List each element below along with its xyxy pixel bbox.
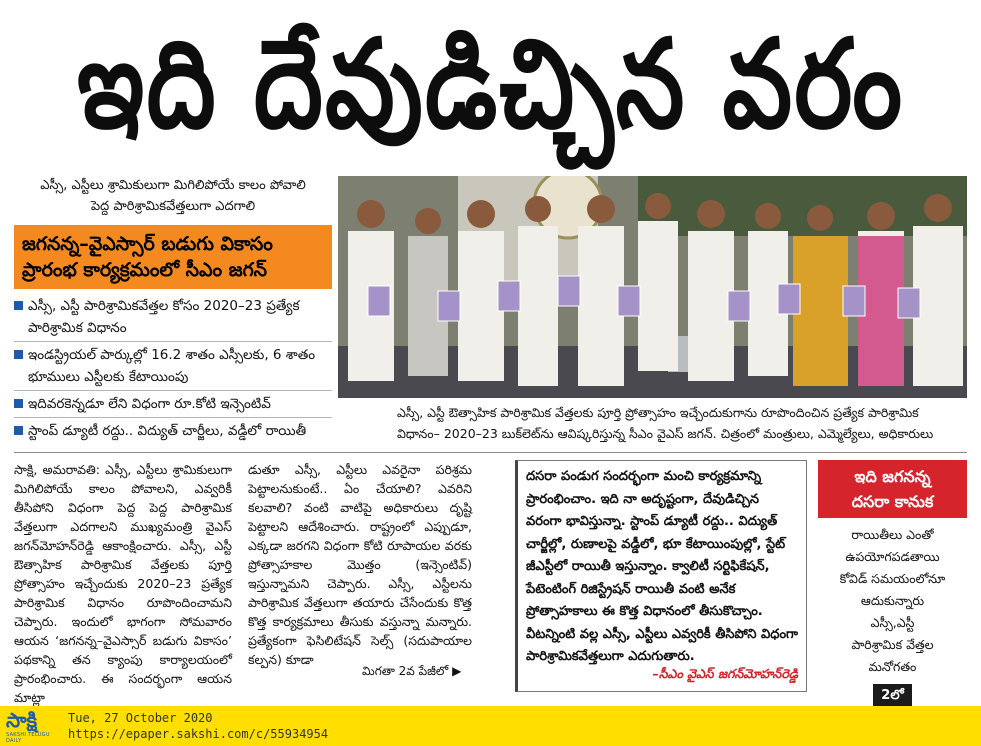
highlight-item: ఇదివరకెన్నడూ లేని విధంగా రూ.కోటి ఇన్సెంటివ్ [14, 393, 332, 415]
kicker-line: ఎస్సీ, ఎస్టీలు శ్రామికులుగా మిగిలిపోయే కాలం పోవాలి [40, 178, 306, 193]
epaper-url[interactable]: https://epaper.sakshi.com/c/55934954 [68, 727, 329, 741]
quote-signature: –సీఎం వైఎస్ జగన్‌మోహన్‌రెడ్డి [652, 666, 798, 681]
sidebar-line: ఆదుకున్నారు [860, 593, 925, 608]
article-column-2: డుతూ ఎస్సీ, ఎస్టీలు ఎవరైనా పరిశ్రమ పెట్టాలనుకుంటే.. ఏం చేయాలి? ఎవరిని కలవాలి? వంటి వాటిపై అధికారులు దృష్టి పెట్టాలని ఆదేశించారు. రాష్ట్రంలో ఎప్పుడూ, ఎక్కడా జరగని విధంగా కోటి రూపాయల వరకు ప్రోత్సాహకాల మొత్తం (ఇన్సెంటివ్) ఇస్తున్నామని చెప్పారు. ఎస్సీ, ఎస్టీలను పారిశ్రామిక వేత్తలుగా తయారు చేసేందుకు కొత్త కొత్త కార్యక్రమాలు తీసుకు వస్తున్నా మన్నారు. ప్రత్యేకంగా ఫెసిలిటేషన్ సెల్స్ (సదుపాయాల కల్పన) కూడా [248, 462, 472, 667]
sidebar-page-ref[interactable]: 2లో [873, 684, 911, 708]
kicker [14, 172, 332, 223]
continued-on-page-link[interactable]: మిగతా 2వ పేజీలో ▶ [362, 664, 462, 678]
footer-meta [68, 710, 328, 742]
bullet-square-icon [14, 426, 23, 435]
divider [14, 390, 332, 391]
divider [14, 417, 332, 418]
sidebar-line: ఉపయోగపడతాయి [845, 549, 940, 564]
sidebar-body [818, 518, 967, 708]
highlight-item: ఎస్సీ, ఎస్టీ పారిశ్రామికవేత్తల కోసం 2020–23 ప్రత్యేక పారిశ్రామిక విధానం [14, 295, 332, 339]
section-divider [14, 452, 967, 453]
photo-caption: ఎస్సీ, ఎస్టీ ఔత్సాహిక పారిశ్రామిక వేత్తలకు పూర్తి ప్రోత్సాహం ఇచ్చేందుకుగాను రూపొందించిన ప్రత్యేక పారిశ్రామిక విధానం– 2020–23 బుక్‌లెట్‌ను ఆవిష్కరిస్తున్న సీఎం వైఎస్ జగన్. చిత్రంలో మంత్రులు, ఎమ్మెల్యేలు, అధికారులు [397, 405, 934, 441]
news-photo [338, 176, 967, 398]
subhead-box [14, 225, 332, 289]
highlight-item: స్టాంప్ డ్యూటీ రద్దు.. విద్యుత్ చార్జీలు, వడ్డీలో రాయితీ [14, 420, 332, 442]
divider [14, 341, 332, 342]
quote-text: దసరా పండుగ సందర్భంగా మంచి కార్యక్రమాన్ని ప్రారంభించాం. ఇది నా అదృష్టంగా, దేవుడిచ్చిన వరంగా భావిస్తున్నా. స్టాంప్ డ్యూటీ రద్దు.. విద్యుత్ చార్జీల్లో, రుణాలపై వడ్డీలో, భూ కేటాయింపుల్లో, స్టేట్ జీఎస్టీలో రాయితీ ఇస్తున్నాం. క్వాలిటీ సర్టిఫికేషన్, పేటెంటింగ్ రిజిస్ట్రేషన్ రాయితీ వంటి అనేక ప్రోత్సాహకాలు ఈ కొత్త విధానంలో తీసుకొచ్చాం. వీటన్నింటి వల్ల ఎస్సీ, ఎస్టీలు ఎవ్వరికీ తీసిపోని విధంగా పారిశ్రామికవేత్తలుగా ఎదుగుతారు. [526, 469, 799, 664]
bullet-square-icon [14, 301, 23, 310]
sidebar-title: ఇది జగనన్న దసరా కానుక [818, 460, 967, 518]
headline: ఇది దేవుడిచ్చిన వరం [76, 13, 905, 157]
subhead-line: జగనన్న–వైఎస్సార్ బడుగు వికాసం [22, 233, 273, 255]
sidebar-box [818, 460, 967, 706]
sidebar-line: ఎస్సీ,ఎస్టీ [870, 615, 915, 630]
footer-bar [0, 706, 981, 746]
quote-box [515, 460, 807, 692]
sidebar-line: పారిశ్రామిక వేత్తల [851, 637, 934, 652]
left-summary-column [14, 172, 332, 442]
article-column-1: సాక్షి, అమరావతి: ఎస్సీ, ఎస్టీలు శ్రామికులుగా మిగిలిపోయే కాలం పోవాలని, ఎవ్వరికీ తీసిపోని విధంగా పెద్ద పెద్ద పారిశ్రామిక వేత్తలుగా ఎదగాలని ముఖ్యమంత్రి వైఎస్ జగన్‌మోహన్‌రెడ్డి ఆకాంక్షించారు. ఎస్సీ, ఎస్టీ ఔత్సాహిక పారిశ్రామిక వేత్తలకు పూర్తి ప్రోత్సాహం ఇచ్చేందుకు 2020–23 ప్రత్యేక పారిశ్రామిక విధానం రూపొందించామని చెప్పారు. ఇందులో భాగంగా సోమవారం ఆయన ‘జగనన్న–వైఎస్సార్ బడుగు వికాసం’ పథకాన్ని తన క్యాంపు కార్యాలయంలో ప్రారంభించారు. ఈ సందర్భంగా ఆయన మాట్లా [14, 462, 232, 705]
bullet-square-icon [14, 399, 23, 408]
sidebar-line: రాయితీలు ఎంతో [851, 527, 934, 542]
bullet-square-icon [14, 350, 23, 359]
edition-date: Tue, 27 October 2020 [68, 711, 213, 725]
highlights-list [14, 295, 332, 442]
subhead-line: ప్రారంభ కార్యక్రమంలో సీఎం జగన్ [22, 259, 268, 281]
sakshi-logo: సాక్షి SAKSHI TELUGU DAILY [6, 708, 50, 744]
kicker-line: పెద్ద పారిశ్రామికవేత్తలుగా ఎదగాలి [90, 199, 256, 214]
sidebar-line: మనోగతం [868, 659, 917, 674]
sidebar-line: కోవిడ్ సమయంలోనూ [839, 571, 946, 586]
group-photo-illustration [338, 176, 967, 398]
headline-banner [0, 0, 981, 170]
highlight-item: ఇండస్ట్రియల్ పార్కుల్లో 16.2 శాతం ఎస్సీలకు, 6 శాతం భూములు ఎస్టీలకు కేటాయింపు [14, 344, 332, 388]
